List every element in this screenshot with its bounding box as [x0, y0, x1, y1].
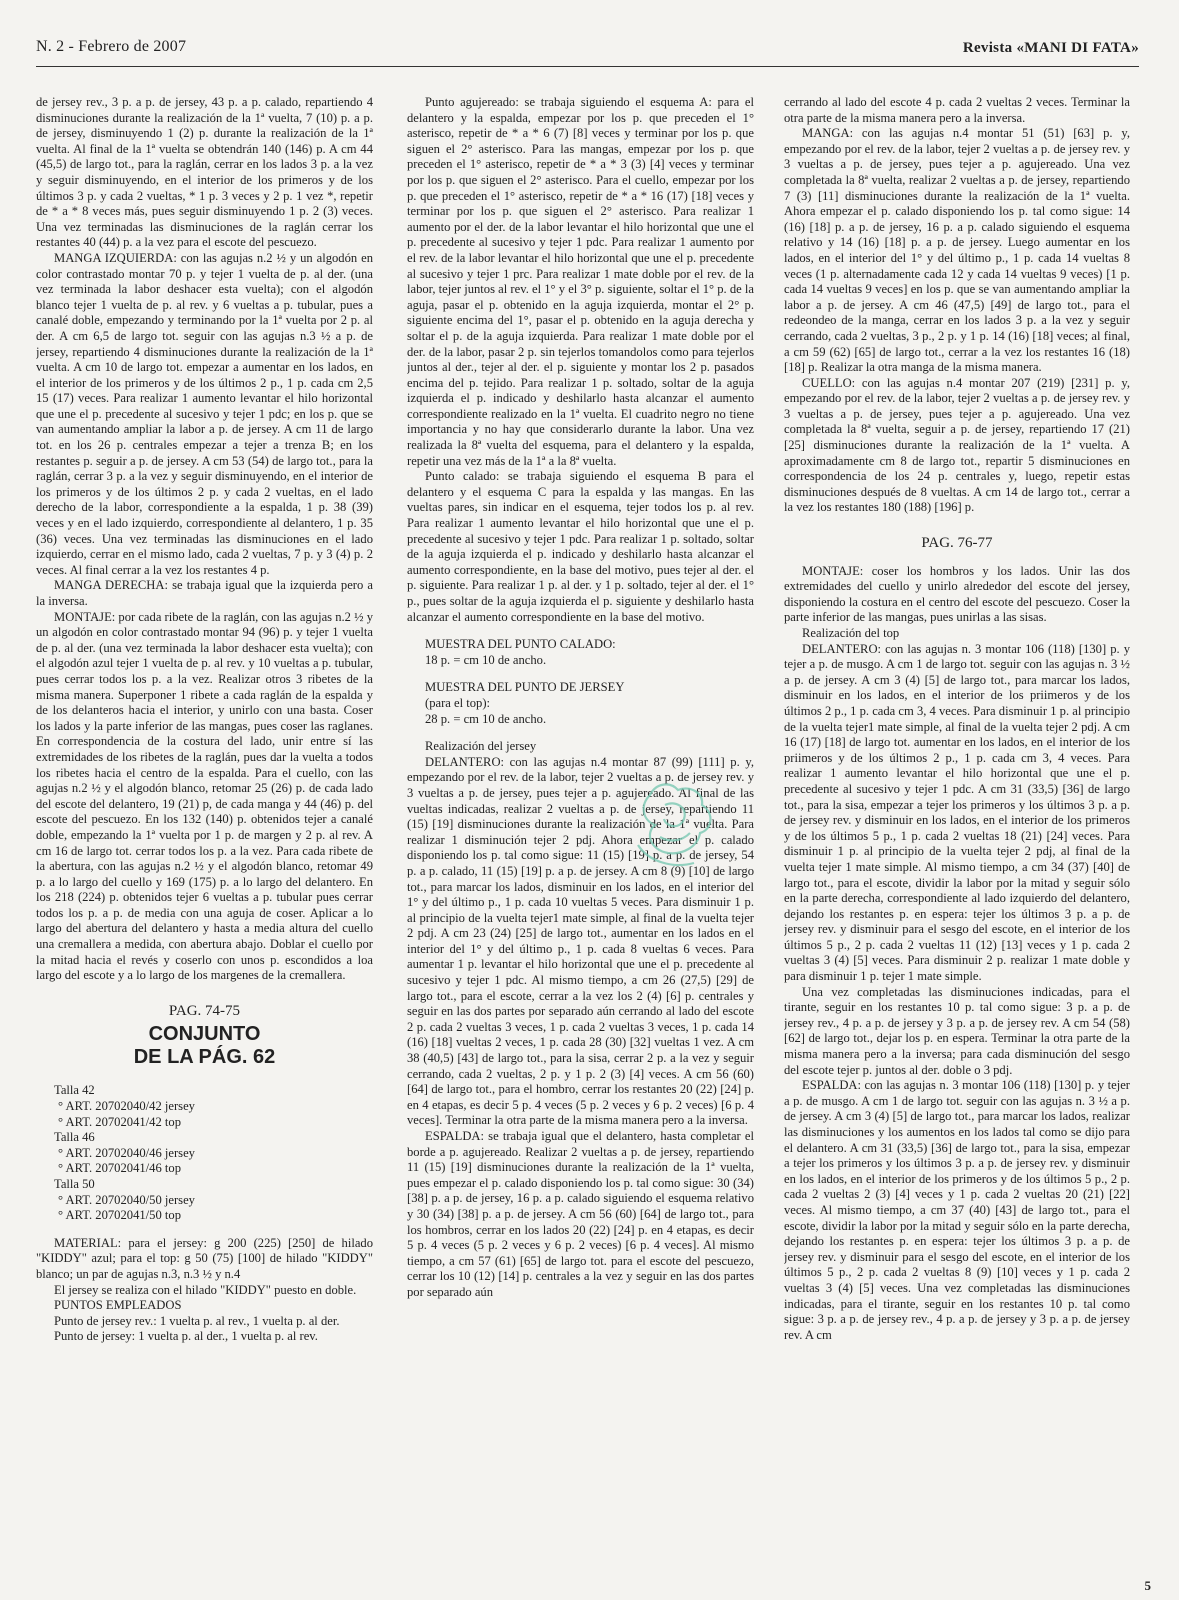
list-item: Talla 50: [54, 1177, 95, 1191]
section-title: [36, 1023, 373, 1069]
gauge-note: (para el top):: [425, 695, 491, 710]
gauge-value: 28 p. = cm 10 de ancho.: [425, 711, 547, 726]
size-list: [36, 1083, 373, 1223]
list-item: ° ART. 20702041/46 top: [58, 1161, 181, 1176]
paragraph-cuello: CUELLO: con las agujas n.4 montar 207 (219) [231] p. y, empezando por el rev. de la labor, tejer 2 vueltas a p. de jersey rev. y 3 vueltas a p. de jersey, pues tejer a p. agujereado. Una vez completada la 8ª vuelta, seguir a p. de jersey, repartiendo 17 (21) [25] disminuciones durante la realización de la 1ª vuelta. A aproximadamente cm 8 de largo tot., repartir 5 disminuciones en correspondencia de los 24 p. centrales y, luego, repetir estas disminuciones después de 8 vueltas. A cm 14 de largo tot., cerrar a la vez los restantes 180 (188) [196] p.: [784, 375, 1130, 515]
issue-date: N. 2 - Febrero de 2007: [36, 38, 187, 55]
subheading: Realización del top: [802, 626, 900, 640]
paragraph-montaje: MONTAJE: por cada ribete de la raglán, con las agujas n.2 ½ y un algodón en color contrastado montar 94 (96) p. y tejer 1 vuelta de p. al der. (una vez terminada la labor deshacer esta vuelta); con el algodón azul tejer 1 vuelta de p. al rev. y 10 vueltas a p. tubular, pues cerrar todos los p. a la vez. Realizar otros 3 ribetes de la misma manera. Superponer 1 ribete a cada raglán de la espalda y de los delanteros hacia el interior, y unirlo con una basta. Coser los lados y la parte inferior de las mangas, pues coser las raglanes. En correspondencia de la costura del lado, unir entre sí las extremidades de los ribetes de la raglán, pues dar la vuelta a todos los ribetes hacia el centro de la espalda. Para el cuello, con las agujas n.2 ½ y el algodón blanco, retomar 25 (26) p. de cada lado del escote del delantero, 19 (21) p, de cada manga y 44 (46) p. del escote del pescuezo. En los 132 (140) p. obtenidos tejer a canalé doble, empezando la 1ª vuelta por 1 p. de margen y 2 p. al rev. A cm 16 de largo tot. cerrar todos los p. a la vez. Para cada ribete de la abertura, con las agujas n.2 ½ y el algodón blanco, retomar 49 p. a lo largo del cuello y 169 (175) p. a lo largo del delantero. En los 218 (224) p. obtenidos tejer 6 vueltas a p. tubular pues cerrar todos los p. a p. de media con una aguja de coser. Aplicar a lo largo del abertura del delantero y hasta a media altura del cuello una cremallera a medida, con abertura abajo. Doblar el cuello por la mitad hacia el revés y coserlo con unos p. escondidos a loa largo del escote y a lo largo de los margenes de la cremallera.: [36, 609, 373, 983]
paragraph: Punto de jersey rev.: 1 vuelta p. al rev., 1 vuelta p. al der.: [54, 1313, 340, 1328]
column-3: [784, 95, 1130, 1555]
gauge-heading: MUESTRA DEL PUNTO DE JERSEY: [425, 680, 625, 695]
paragraph-espalda-top: ESPALDA: con las agujas n. 3 montar 106 (118) [130] p. y tejer a p. de musgo. A cm 1 de largo tot. seguir con las agujas n. 3 ½ a p. de jersey. A cm 3 (4) [5] de largo tot., para marcar los lados, realizar las disminuciones y los aumentos en los lados tal como se dijo para el delantero. A cm 31 (33,5) [36] de largo tot., para la sisa, empezar a tejer los primeros y los últimos 3 p. a p. de jersey rev. y disminuir en los lados, en el interior de los primeros y de los últimos 5 p., 2 p. cada 2 vueltas 2 (3) [4] veces y 1 p. cada 2 vueltas 20 (21) [22] veces. Al mismo tiempo, a cm 37 (40) [43] de largo tot., para el escote, dividir la labor por la mitad y seguir sólo en la parte derecha, dejando los restantes p. en espera: tejer los últimos 3 p. a p. de jersey rev. y disminuir para el sesgo del escote, en el interior de los últimos 5 p., 2 p. cada 2 vueltas 8 (9) [10] veces y 1 p. cada 2 vueltas 3 (4) [5] veces. Una vez completadas las disminuciones indicadas, para el tirante, seguir en los restantes 10 p. tal como sigue: 3 p. a p. de jersey rev., 4 p. a p. de jersey y 3 p. a p. de jersey rev. A cm: [784, 1078, 1130, 1342]
section-title-line-2: DE LA PÁG. 62: [133, 1046, 276, 1069]
page-header: [36, 36, 1139, 67]
list-item: Talla 42: [54, 1083, 95, 1098]
gauge-heading: MUESTRA DEL PUNTO CALADO:: [425, 637, 616, 652]
paragraph-manga-derecha: MANGA DERECHA: se trabaja igual que la izquierda pero a la inversa.: [36, 578, 373, 608]
page-reference: PAG. 74-75: [168, 1002, 241, 1019]
section-title-line-1: CONJUNTO: [148, 1023, 261, 1046]
paragraph-manga: MANGA: con las agujas n.4 montar 51 (51) [63] p. y, empezando por el rev. de la labor, tejer 2 vueltas a p. de jersey rev. y 3 vueltas a p. de jersey, pues tejer a p. agujereado. Una vez completada la 8ª vuelta, realizar 2 vueltas a p. de jersey, repartiendo 7 (3) [11] disminuciones durante la realización de la 1ª vuelta. Ahora empezar el p. calado disponiendo los p. tal como sigue: 14 (16) [18] p. a p. de jersey, 16 p. a p. calado siguiendo el esquema relativo y 14 (16) [18] p. a p. de jersey. Luego aumentar en los lados, en el interior del 1° y del último p., 1 p. cada 14 vueltas 8 veces (1 p. alternadamente cada 12 y cada 14 vueltas 9 veces) [1 p. cada 14 vueltas 9 veces] en los p. que se van aumentando ampliar la labor a p. de jersey. A cm 46 (47,5) [49] de largo tot., para el redeondeo de la manga, cerrar en los lados 3 p. a la vez y seguir cerrando, cada 2 vueltas, 3 p., 2 p. y 1 p. 14 (16) [18] veces; al final, a cm 59 (62) [65] de largo tot., cerrar a la vez los restantes 16 (18) [18] p. Realizar la otra manga de la misma manera.: [784, 126, 1130, 375]
paragraph: de jersey rev., 3 p. a p. de jersey, 43 p. a p. calado, repartiendo 4 disminuciones durante la realización de la 1ª vuelta, 7 (10) p. a p. de jersey, disminuyendo 1 (2) p. durante la realización de la 1ª vuelta. Al final de la 1ª vuelta se obtendrán 140 (146) p. A cm 44 (45,5) de largo tot., para la raglán, cerrar en los lados 3 p. a la vez y seguir disminuyendo, en el interior de los primeros y de los últimos 3 p. y cada 2 vueltas, * 1 p. 3 veces y 2 p. 1 vez *, repetir de * a * 8 veces más, pues seguir disminuyendo 1 p. 2 (3) veces. Una vez terminadas las disminuciones de la raglán cerrar los restantes 40 (44) p. a la vez para el escote del pescuezo.: [36, 95, 373, 250]
paragraph: cerrando al lado del escote 4 p. cada 2 vueltas 2 veces. Terminar la otra parte de la misma manera pero a la inversa.: [784, 95, 1130, 125]
paragraph-delantero: DELANTERO: con las agujas n.4 montar 87 (99) [111] p. y, empezando por el rev. de la labor, tejer 2 vueltas a p. de jersey rev. y 3 vueltas a p. de jersey, pues tejer a p. agujereado. Al final de las vueltas indicadas, realizar 2 vueltas a p. de jersey, repartiendo 11 (15) [19] disminuciones durante la realización de la 1ª vuelta. Para realizar 1 disminución tejer 2 pdj. Ahora empezar el p. calado disponiendo los p. tal como sigue: 11 (15) [19] p. a p. de jersey, 54 p. a p. calado, 11 (15) [19] p. a p. de jersey. A cm 8 (9) [10] de largo tot., para marcar los lados, disminuir en los lados, en el interior del 1° y del último p., 1 p. cada 10 vueltas 5 veces. Para disminuir 1 p. al principio de la vuelta tejer1 mate simple, al final de la vuelta tejer 2 pdj. A cm 23 (24) [25] de largo tot., aumentar en los lados en el interior del 1° y del último p., 1 p. cada 8 vueltas 6 veces. Para aumentar 1 p. levantar el hilo horizontal que une el p. precedente al sucesivo y tejer 1 pdc. Al mismo tiempo, a cm 26 (27,5) [29] de largo tot., para el escote, cerrar a la vez los 2 (4) [6] p. centrales y seguir en las dos partes por separado aún cerrando al lado del escote 2 p. cada 2 vueltas 3 veces, 1 p. cada 2 vueltas 3 veces, 1 p. cada 14 (16) [18] vueltas 2 veces, 1 p. cada 28 (30) [32] vueltas 1 vez. A cm 38 (40,5) [43] de largo tot., para la sisa, cerrar 2 p. a la vez y seguir cerrando, cada 2 vueltas, 2 p. y 1 p. 2 (3) [4] veces. A cm 56 (60) [64] de largo tot., para el hombro, cerrar los restantes 20 (22) [24] p. en 4 etapas, es decir 5 p. 4 veces (5 p. 2 veces y 6 p. 2 veces) [6 p. 4 veces]. Terminar la otra parte de la misma manera pero a la inversa.: [407, 754, 754, 1128]
paragraph-delantero-top: DELANTERO: con las agujas n. 3 montar 106 (118) [130] p. y tejer a p. de musgo. A cm 1 de largo tot. seguir con las agujas n. 3 ½ a p. de jersey. A cm 3 (4) [5] de largo tot., para marcar los lados, disminuir en los lados, en el interior de los priimeros y de los últimos 2 p., 1 p. cada cm 3, 4 veces. Para disminuir 1 p. al principio de la vuelta tejer1 mate simple, al final de la vuelta tejer 2 pdj. A cm 16 (17) [18] de largo tot. aumentar en los lados, en el interior de los priimeros y de los últimos 2 p., 1 p. cada cm 3, 4 veces. Para realizar 1 aumento levantar el hilo horizontal que une el p. precedente al sucesivo y tejer 1 pdc. A cm 31 (33,5) [36] de largo tot., para la sisa, empezar a tejer los primeros y los últimos 3 p. a p. de jersey rev. y disminuir en los lados, en el interior de los primeros y de los últimos 5 p., 1 p. cada 2 vueltas 18 (21) [24] veces. Para disminuir 1 p. al principio de la vuelta tejer 2 pdj, al final de la vuelta tejer 1 mate simple. Al mismo tiempo, a cm 34 (37) [40] de largo tot., para el escote, dividir la labor por la mitad y seguir sólo en la parte derecha, correspondiente al lado izquierdo del delantero, dejando los restantes p. en espera: tejer los últimos 3 p. a p. de jersey rev. y disminuir para el sesgo del escote, en el interior de los últimos 5 p., 2 p. cada 2 vueltas 11 (12) [13] veces y 1 p. cada 2 vueltas 3 (4) [5] veces. Para disminuir 2 p. realizar 1 mate doble y para disminuir 1 p. tejer 1 mate simple.: [784, 641, 1130, 984]
page-reference: PAG. 76-77: [921, 535, 993, 552]
list-item: ° ART. 20702040/42 jersey: [58, 1099, 195, 1114]
page-number: 5: [1144, 1578, 1151, 1593]
subheading: PUNTOS EMPLEADOS: [54, 1298, 182, 1313]
list-item: ° ART. 20702040/46 jersey: [58, 1145, 195, 1160]
list-item: ° ART. 20702040/50 jersey: [58, 1192, 195, 1207]
paragraph-montaje: MONTAJE: coser los hombros y los lados. Unir las dos extremidades del cuello y unirlo alrededor del escote del jersey, disponiendo la costura en el centro del escote del pescuezo. Coser la parte inferior de las mangas, pues unirlas a las sisas.: [784, 563, 1130, 625]
paragraph-punto-calado: Punto calado: se trabaja siguiendo el esquema B para el delantero y el esquema C para la espalda y las mangas. En las vueltas pares, sin indicar en el esquema, tejer todos los p. al rev. Para realizar 1 aumento levantar el hilo horizontal que une el p. precedente al sucesivo y tejer 1 pdc. Para realizar 1 p. soltado, soltar de la aguja izquierda el p. indicado y deshilarlo hasta alcanzar el aumento correspondiente, en la base del motivo, pues tejer al der. el p. siguiente. Para realizar 1 p. al der. y 1 p. soltado, tejer al der. el 1° p., pues soltar de la aguja izquierda el p. siguiente y deshilarlo hasta alcanzar el aumento correspondiente en la base del motivo.: [407, 469, 754, 624]
list-item: ° ART. 20702041/50 top: [58, 1208, 181, 1223]
paragraph-material: MATERIAL: para el jersey: g 200 (225) [250] de hilado "KIDDY" azul; para el top: g 50 (75) [100] de hilado "KIDDY" blanco; un par de agujas n.3, n.3 ½ y n.4: [36, 1235, 373, 1281]
paragraph-punto-agujereado: Punto agujereado: se trabaja siguiendo el esquema A: para el delantero y la espalda, empezar por los p. que preceden el 1° asterisco, repetir de * a * 6 (7) [8] veces y terminar por los p. que siguen el 2° asterisco. Para las mangas, empezar por los p. que preceden el 1° asterisco, repetir de * a * 3 (3) [4] veces y terminar por los p. que siguen el 2° asterisco. Para el cuello, empezar por los p. que preceden el 1° asterisco, repetir de * a * 16 (17) [18] veces y terminar por los p. que siguen el 2° asterisco. Para realizar 1 aumento por el der. de la labor levantar el hilo horizontal que une el p. precedente al sucesivo y tejer 1 pdc. Para realizar 1 aumento por el rev. de la labor levantar el hilo horizontal que une el p. precedente al sucesivo y tejer 1 prc. Para realizar 1 mate doble por el rev. de la labor, tejer juntos al rev. el 1° y el 3° p. siguiente, soltar el 1° p. de la aguja, pasar el p. obtenido en la aguja izquierda, montar el 2° p. siguiente encima del 1°, pasar el p. obtenido en la aguja derecha y soltar el p. de la aguja izquierda. Para realizar 1 mate doble por el der. de la labor, pasar 2 p. sin tejerlos tomandolos como para tejerlos juntos al der., tejer al der. el p. siguiente y montar los 2 p. pasados encima del p. tejido. Para realizar 1 p. soltado, soltar de la aguja izquierda el p. indicado y deshilarlo hasta alcanzar el aumento correspondiente realizado en la 1ª vuelta. El cuadrito negro no tiene importancia y no hay que considerarlo durante la labor. Una vez realizada la 8ª vuelta del esquema, para el delantero y la espalda, repetir una vez más de la 1ª a la 8ª vuelta.: [407, 95, 754, 468]
gauge-value: 18 p. = cm 10 de ancho.: [425, 652, 547, 667]
subheading: Realización del jersey: [425, 739, 537, 754]
magazine-title: Revista «MANI DI FATA»: [962, 40, 1139, 56]
paragraph: El jersey se realiza con el hilado "KIDDY" puesto en doble.: [54, 1282, 357, 1297]
library-stamp: [620, 775, 730, 875]
list-item: Talla 46: [54, 1130, 95, 1145]
list-item: ° ART. 20702041/42 top: [58, 1114, 181, 1129]
paragraph: Punto de jersey: 1 vuelta p. al der., 1 vuelta p. al rev.: [54, 1329, 318, 1344]
paragraph-espalda: ESPALDA: se trabaja igual que el delantero, hasta completar el borde a p. agujereado. Realizar 2 vueltas a p. de jersey, repartiendo 11 (15) [19] disminuciones durante la realización de la 1ª vuelta, pues empezar el p. calado disponiendo los p. tal como sigue: 30 (34) [38] p. a p. de jersey, 16 p. a p. calado siguiendo el esquema relativo y 30 (34) [38] p. a p. de jersey. A cm 56 (60) [64] de largo tot., para los hombros, cerrar en los lados 20 (22) [24] p. en 4 etapas, es decir 5 p. 4 veces (5 p. 2 veces y 6 p. 2 veces) [6 p. 4 veces]. Al mismo tiempo, a cm 57 (61) [65] de largo tot. para el escote del pescuezo, cerrar los 10 (12) [14] p. centrales a la vez y seguir en las dos partes por separado aún: [407, 1129, 754, 1299]
paragraph: Una vez completadas las disminuciones indicadas, para el tirante, seguir en los restantes 10 p. tal como sigue: 3 p. a p. de jersey rev., 4 p. a p. de jersey y 3 p. a p. de jersey rev. A cm 54 (58) [62] de largo tot., dejar los p. en espera. Terminar la otra parte de la misma manera pero a la inversa; para cada disminución del sesgo del escote tejer p. juntos al der. doble o 3 pdj.: [784, 984, 1130, 1077]
paragraph-manga-izquierda: MANGA IZQUIERDA: con las agujas n.2 ½ y un algodón en color contrastado montar 70 p. y tejer 1 vuelta de p. al der. (una vez terminada la labor deshacer esta vuelta); con el algodón blanco tejer 1 vuelta de p. al rev. y 6 vueltas a p. tubular, pues a canalé doble, empezando y terminando por la 1ª vuelta por 2 p. al der. A cm 6,5 de largo tot. seguir con las agujas n.3 ½ a p. de jersey, repartiendo 4 disminuciones durante la realización de la 1ª vuelta. A cm 10 de largo tot. empezar a aumentar en los lados, en el interior de los primeros y de los últimos 2 p., 1 p. cada cm 2,5 15 (17) veces. Para realizar 1 aumento levantar el hilo horizontal que une el p. precedente al sucesivo y tejer 1 pdc; en los p. que se van aumentando ampliar la labor a p. de jersey. A cm 11 de largo tot. en los 26 p. centrales empezar a tejer a trenza B; en los restantes p. seguir a p. de jersey. A cm 53 (54) de largo tot., para la raglán, cerrar 3 p. a la vez y seguir disminuyendo, en el interior de los primeros y de los últimos 2 p. y cada 2 vueltas, en el lado derecho de la labor, correspondiente a la espalda, 1 p. 38 (39) veces y en el lado izquierdo, correspondiente al delantero, 1 p. 35 (36) veces. Una vez terminadas las disminuciones en el lado izquierdo, cerrar en el mismo lado, cada 2 vueltas, 7 p. y 3 (4) p. 2 veces. Al final cerrar a la vez los restantes 4 p.: [36, 250, 373, 577]
column-1: [36, 95, 373, 1480]
